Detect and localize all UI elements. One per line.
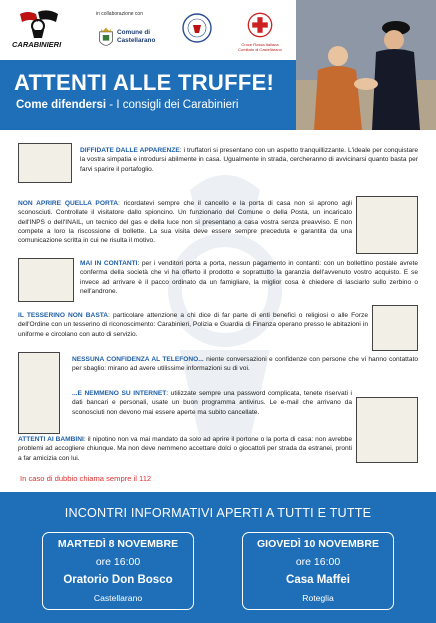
event-card [42, 532, 194, 610]
emergency-note: In caso di dubbio chiama sempre il 112 [20, 474, 152, 483]
event-date: MARTEDÌ 8 NOVEMBRE [57, 538, 179, 550]
tip-heading: IL TESSERINO NON BASTA [18, 312, 109, 319]
comune-name: Comune di Castellarano [117, 29, 156, 44]
events-title: INCONTRI INFORMATIVI APERTI A TUTTI E TUTTE [64, 506, 372, 520]
red-cross-icon [247, 12, 273, 38]
tip-heading: NON APRIRE QUELLA PORTA [18, 200, 119, 207]
tip-heading: ATTENTI AI BAMBINI [18, 436, 84, 443]
event-place: Oratorio Don Bosco [63, 574, 173, 586]
tip-heading: MAI IN CONTANTI [80, 260, 138, 267]
tip-heading: NESSUNA CONFIDENZA AL TELEFONO... [72, 356, 204, 363]
tip-badge [18, 311, 368, 339]
carabiniere-handshake-illustration [296, 0, 436, 130]
event-time: ore 16:00 [295, 556, 341, 568]
event-city: Roteglia [302, 593, 334, 603]
tip-text: : particolare attenzione a chi dice di far parte di enti benefici o religiosi o alle Forze dell'Ordine con un tesserino di riconoscimento: Carabinieri, Polizia e Guardia di Finanza operano presso le abitazioni in uniforme e circolano con auto di servizio. [18, 312, 369, 338]
subtitle-bold: Come difendersi [16, 99, 107, 111]
carabinieri-logo-text: CARABINIERI [12, 40, 62, 49]
tip-telephone [72, 355, 418, 374]
page-title: ATTENTI ALLE TRUFFE! [14, 70, 275, 95]
tip-heading: DIFFIDATE DALLE APPARENZE [80, 147, 180, 154]
tip-text: : utilizzate sempre una password complicata, tenete riservati i dati bancari e personali, usate un buon programma antivirus. Le e-mail che arrivano da sconosciuti non devono mai essere aperte ma subito cancellate. [72, 390, 353, 416]
cartoon-children-room [356, 397, 418, 463]
event-place: Casa Maffei [286, 574, 350, 586]
tip-heading: ...E NEMMENO SU INTERNET [72, 390, 167, 397]
cartoon-carabiniere-badge [372, 305, 418, 351]
event-city: Castellarano [93, 593, 143, 603]
tip-text: niente conversazioni e confidenze con persone che vi hanno contattato per sbaglio: mirano ad avere utilissime informazioni su di voi. [72, 356, 418, 373]
tip-appearances [80, 146, 418, 174]
tip-text: : il nipotino non va mai mandato da solo ad aprire il portone o la porta di casa: non avrebbe problemi ad accogliere chiunque. Ma non deve nemmeno accettare dolci o giocattoli per strada da estranei, pronti a far amicizia con lui. [18, 436, 352, 462]
cartoon-cash-payment [18, 258, 74, 302]
tip-children [18, 435, 352, 463]
subtitle-rest: - I consigli dei Carabinieri [106, 99, 239, 111]
collab-label: in collaborazione con [96, 11, 143, 17]
cartoon-door-visitors [356, 196, 418, 254]
cartoon-telephone-lady [18, 352, 60, 434]
cartoon-smiling-man [18, 143, 72, 183]
event-date: GIOVEDÌ 10 NOVEMBRE [257, 538, 379, 550]
tip-text: : per i venditori porta a porta, nessun pagamento in contanti: con un bollettino postale avrete conferma della società che vi ha offerto il prodotto e soprattutto la garanzia dell'avvenuto vostro acquisto. E se invece ad arrivare è il pacco ordinato da un famigliare, la miglior cosa è chiedere di lasciarlo sullo zerbino o nell'androne. [80, 260, 418, 296]
tip-cash [80, 259, 418, 296]
cri-label: Croce Rossa Italiana Comitato di Castellarano [238, 42, 282, 52]
event-card [242, 532, 394, 610]
carabinieri-logo [8, 8, 68, 58]
anc-seal-icon [182, 11, 212, 51]
comune-crest-icon [98, 27, 114, 51]
header-photo [296, 0, 436, 130]
tip-text: : ricordatevi sempre che il cancello e la porta di casa non si aprono agli sconosciuti. Controllate il visitatore dallo spioncino. Un funzionario del Comune o della Posta, un incaricato dell'INPS o dell'INAIL, un tecnico del gas e della luce non si presentano a casa vostra senza preavviso. E non compete a loro la riscossione di bollette. La sua visita deve essere sempre preceduta e garantita da una comunicazione scritta in cui ne risulta il motivo. [18, 200, 352, 245]
tip-door [18, 199, 352, 246]
event-time: ore 16:00 [95, 556, 141, 568]
tip-text: : i truffatori si presentano con un aspetto tranquillizzante. L'ideale per conquistare la vostra simpatia e introdursi abilmente in casa. Ugualmente in strada, cercheranno di avvicinarsi quanto basta per farvi sparire il portafoglio. [80, 147, 419, 173]
page-subtitle [16, 99, 238, 111]
tip-internet [72, 389, 352, 417]
